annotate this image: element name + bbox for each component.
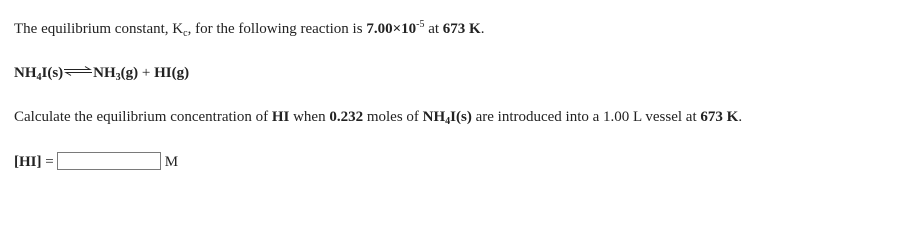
- species: HI: [271, 109, 290, 125]
- at-text: at: [424, 21, 443, 37]
- period: .: [480, 21, 485, 37]
- intro-text: The equilibrium constant, K: [14, 21, 184, 37]
- reaction-equation: [14, 64, 189, 82]
- answer-input[interactable]: [57, 152, 161, 170]
- k-value: 7.00×10: [366, 21, 417, 37]
- equals-sign: =: [41, 154, 54, 170]
- equilibrium-arrow-icon: [64, 66, 92, 76]
- question-line: [14, 108, 742, 126]
- unit-label: M: [164, 154, 179, 170]
- question-text-cont: are introduced into a 1.00 L vessel at: [471, 109, 701, 125]
- kc-subscript: c: [183, 28, 188, 39]
- moles-of-text: moles of: [363, 109, 423, 125]
- temperature: 673 K: [442, 21, 481, 37]
- product-2: HI(g): [154, 65, 190, 81]
- k-exponent: -5: [416, 19, 425, 30]
- compound: $NH_4I(s)$: [422, 109, 472, 127]
- answer-label: [HI]: [14, 154, 42, 170]
- intro-text-cont: , for the following reaction is: [187, 21, 367, 37]
- question-text: Calculate the equilibrium concentration of: [14, 109, 272, 125]
- temperature: 673 K: [700, 109, 739, 125]
- answer-row: [14, 152, 178, 171]
- period: .: [738, 109, 743, 125]
- problem-statement-line: [14, 20, 484, 38]
- when-text: when: [289, 109, 330, 125]
- product-1: $NH_3(g)$: [93, 65, 139, 83]
- reactant: $NH_4I(s)$: [14, 65, 64, 83]
- moles-value: 0.232: [329, 109, 364, 125]
- plus-sign: +: [138, 65, 155, 81]
